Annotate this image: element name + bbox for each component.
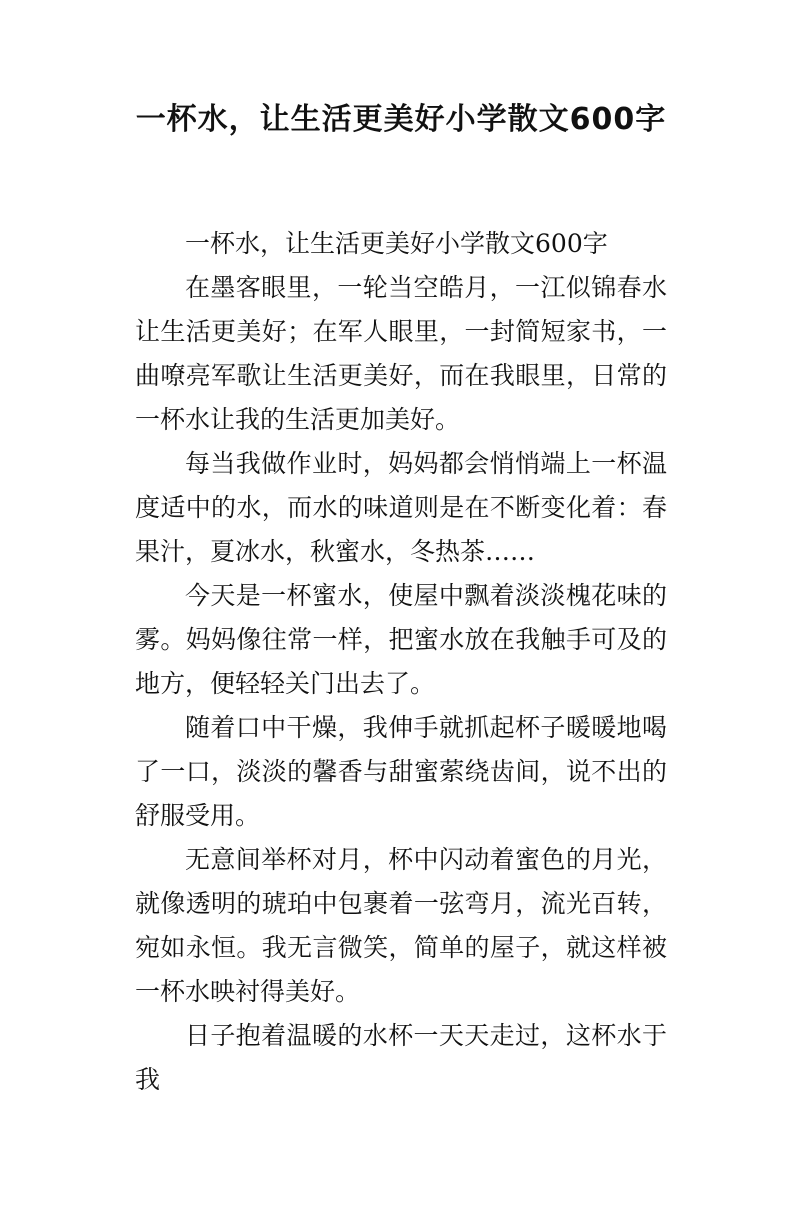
document-body [135,222,667,1102]
paragraph-subtitle: 一杯水，让生活更美好小学散文600字 [185,229,608,258]
paragraph-4: 随着口中干燥，我伸手就抓起杯子暖暖地喝了一口，淡淡的馨香与甜蜜萦绕齿间，说不出的舒服受用。 [135,713,667,830]
paragraph-1: 在墨客眼里，一轮当空皓月，一江似锦春水让生活更美好；在军人眼里，一封简短家书，一曲嘹亮军歌让生活更美好，而在我眼里，日常的一杯水让我的生活更加美好。 [135,273,667,434]
paragraph-3: 今天是一杯蜜水，使屋中飘着淡淡槐花味的雾。妈妈像往常一样，把蜜水放在我触手可及的地方，便轻轻关门出去了。 [135,581,667,698]
document-page [0,98,800,1230]
document-title: 一杯水，让生活更美好小学散文600字 [135,102,667,137]
paragraph-2: 每当我做作业时，妈妈都会悄悄端上一杯温度适中的水，而水的味道则是在不断变化着：春果汁，夏冰水，秋蜜水，冬热茶…… [135,449,667,566]
paragraph-5: 无意间举杯对月，杯中闪动着蜜色的月光，就像透明的琥珀中包裹着一弦弯月，流光百转，宛如永恒。我无言微笑，简单的屋子，就这样被一杯水映衬得美好。 [135,845,667,1006]
paragraph-6: 日子抱着温暖的水杯一天天走过，这杯水于我 [135,1021,667,1094]
